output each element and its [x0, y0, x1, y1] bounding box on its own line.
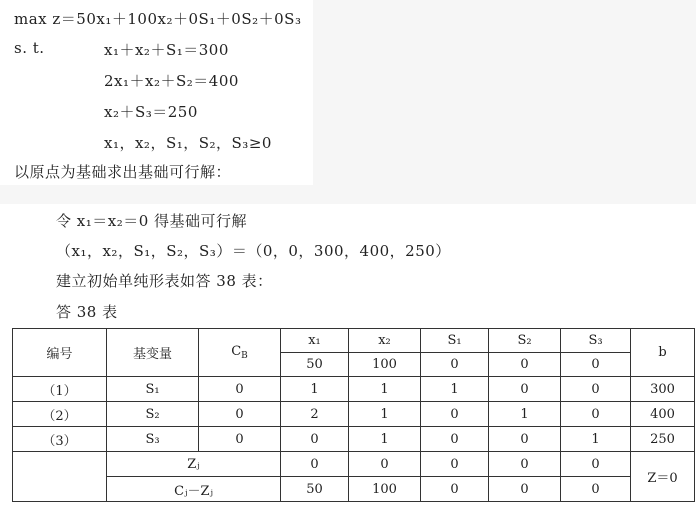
constraint-2: 2x₁＋x₂＋S₂＝400 — [104, 72, 239, 90]
header-s1: S₁ — [421, 329, 489, 353]
row-value: 0 — [421, 427, 489, 452]
row-basis: S₂ — [107, 402, 199, 427]
solution-line-1: 令 x₁＝x₂＝0 得基础可行解 — [56, 212, 248, 230]
nonnegativity-constraint: x₁，x₂，S₁，S₂，S₃≥0 — [104, 134, 272, 152]
row-id: （3） — [13, 427, 107, 452]
constraint-3: x₂＋S₃＝250 — [104, 103, 198, 121]
header-cb: $C_B$ — [199, 329, 281, 377]
objective-function: max z＝50x₁＋100x₂＋0S₁＋0S₂＋0S₃ — [14, 10, 302, 28]
solution-line-3: 建立初始单纯形表如答 38 表： — [56, 272, 273, 290]
cj-zj-value: 0 — [561, 477, 631, 502]
cj-zj-value: 0 — [489, 477, 561, 502]
cj-s1: 0 — [421, 353, 489, 377]
zj-value: 0 — [489, 452, 561, 477]
cj-zj-value: 0 — [421, 477, 489, 502]
table-row — [13, 377, 695, 402]
subject-to-label: s. t. — [14, 39, 45, 57]
row-id: （1） — [13, 377, 107, 402]
zj-row — [13, 452, 695, 477]
row-cb: 0 — [199, 427, 281, 452]
zj-value: 0 — [421, 452, 489, 477]
zj-value: 0 — [281, 452, 349, 477]
row-b: 250 — [631, 427, 695, 452]
empty-cell — [13, 452, 107, 502]
zj-value: 0 — [561, 452, 631, 477]
header-b: b — [631, 329, 695, 377]
solution-section — [0, 204, 696, 526]
row-value: 1 — [561, 427, 631, 452]
row-value: 0 — [489, 377, 561, 402]
table-row — [13, 427, 695, 452]
header-s2: S₂ — [489, 329, 561, 353]
row-value: 0 — [421, 402, 489, 427]
row-value: 1 — [421, 377, 489, 402]
cj-x2: 100 — [349, 353, 421, 377]
solution-line-2: （x₁，x₂，S₁，S₂，S₃）＝（0，0，300，400，250） — [56, 242, 451, 260]
row-value: 2 — [281, 402, 349, 427]
row-id: （2） — [13, 402, 107, 427]
row-value: 0 — [561, 377, 631, 402]
row-value: 1 — [349, 402, 421, 427]
row-basis: S₃ — [107, 427, 199, 452]
cj-x1: 50 — [281, 353, 349, 377]
header-s3: S₃ — [561, 329, 631, 353]
intro-text: 以原点为基础求出基础可行解： — [14, 163, 232, 181]
cj-zj-label: Cⱼ－Zⱼ — [107, 477, 281, 502]
header-x1: x₁ — [281, 329, 349, 353]
constraint-1: x₁＋x₂＋S₁＝300 — [104, 41, 229, 59]
row-value: 1 — [281, 377, 349, 402]
header-id: 编号 — [13, 329, 107, 377]
row-value: 1 — [489, 402, 561, 427]
header-basis: 基变量 — [107, 329, 199, 377]
zj-label: Zⱼ — [107, 452, 281, 477]
cj-zj-row — [13, 477, 695, 502]
row-value: 1 — [349, 427, 421, 452]
cj-s2: 0 — [489, 353, 561, 377]
row-b: 400 — [631, 402, 695, 427]
cj-zj-value: 100 — [349, 477, 421, 502]
objective-value: Z＝0 — [631, 452, 695, 502]
row-value: 0 — [561, 402, 631, 427]
table-caption: 答 38 表 — [56, 303, 118, 321]
row-value: 1 — [349, 377, 421, 402]
row-cb: 0 — [199, 402, 281, 427]
cj-s3: 0 — [561, 353, 631, 377]
zj-value: 0 — [349, 452, 421, 477]
row-cb: 0 — [199, 377, 281, 402]
row-basis: S₁ — [107, 377, 199, 402]
row-value: 0 — [281, 427, 349, 452]
row-b: 300 — [631, 377, 695, 402]
problem-statement — [0, 0, 313, 185]
row-value: 0 — [489, 427, 561, 452]
cj-zj-value: 50 — [281, 477, 349, 502]
simplex-table — [12, 328, 695, 502]
table-row — [13, 402, 695, 427]
header-x2: x₂ — [349, 329, 421, 353]
